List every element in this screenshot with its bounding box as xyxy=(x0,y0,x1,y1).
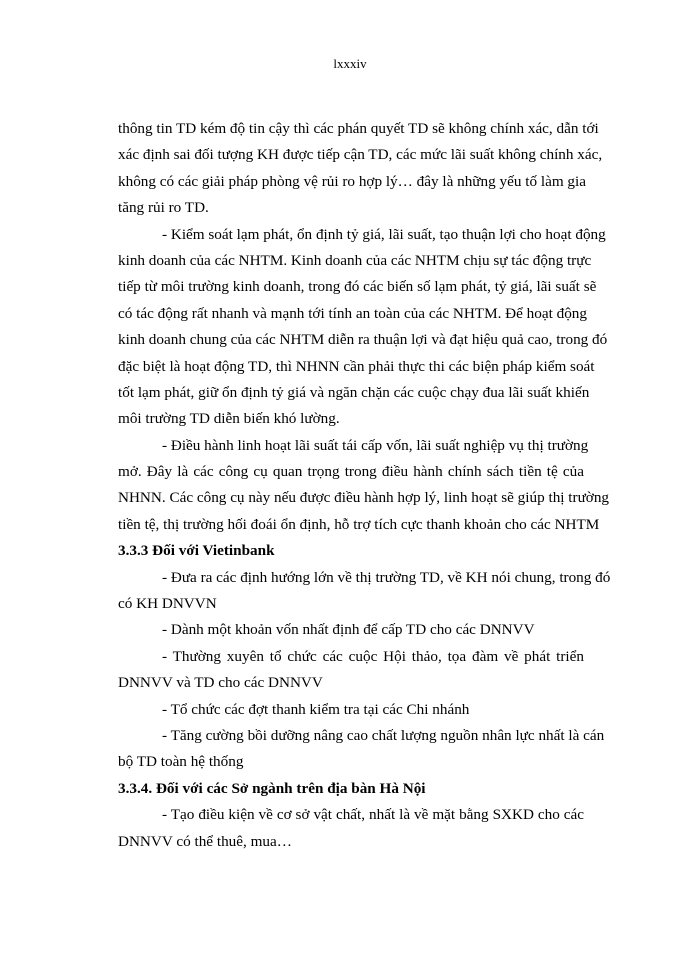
section-heading: 3.3.4. Đối với các Sở ngành trên địa bàn Hà Nội xyxy=(118,779,426,797)
text-line: DNNVV có thể thuê, mua… xyxy=(118,832,292,850)
section-heading: 3.3.3 Đối với Vietinbank xyxy=(118,542,275,560)
page-number: lxxxiv xyxy=(333,56,367,71)
text-line: NHNN. Các công cụ này nếu được điều hành hợp lý, linh hoạt sẽ giúp thị trường xyxy=(118,489,610,507)
text-line: xác định sai đối tượng KH được tiếp cận TD, các mức lãi suất không chính xác, xyxy=(118,146,603,164)
text-line: - Thường xuyên tổ chức các cuộc Hội thảo, tọa đàm về phát triển xyxy=(162,647,584,665)
text-line: - Dành một khoản vốn nhất định để cấp TD cho các DNNVV xyxy=(162,621,535,639)
text-line: tốt lạm phát, giữ ổn định tỷ giá và ngăn chặn các cuộc chạy đua lãi suất khiến xyxy=(118,383,590,401)
text-line: DNNVV và TD cho các DNNVV xyxy=(118,674,323,692)
text-line: có KH DNVVN xyxy=(118,595,217,613)
text-line: - Đưa ra các định hướng lớn về thị trường TD, về KH nói chung, trong đó xyxy=(162,568,611,586)
text-line: không có các giải pháp phòng vệ rủi ro hợp lý… đây là những yếu tố làm gia xyxy=(118,172,586,190)
text-line: bộ TD toàn hệ thống xyxy=(118,753,244,771)
text-line: tiền tệ, thị trường hối đoái ổn định, hỗ trợ tích cực thanh khoản cho các NHTM xyxy=(118,515,600,533)
text-line: kinh doanh chung của các NHTM diễn ra thuận lợi và đạt hiệu quả cao, trong đó xyxy=(118,331,608,349)
text-line: tiếp từ môi trường kinh doanh, trong đó các biến số lạm phát, tỷ giá, lãi suất sẽ xyxy=(118,278,597,296)
text-line: tăng rủi ro TD. xyxy=(118,199,209,217)
text-line: - Tổ chức các đợt thanh kiểm tra tại các Chi nhánh xyxy=(162,700,470,718)
text-line: mở. Đây là các công cụ quan trọng trong điều hành chính sách tiền tệ của xyxy=(118,463,584,481)
text-line: môi trường TD diễn biến khó lường. xyxy=(118,410,340,428)
text-line: - Tăng cường bồi dưỡng nâng cao chất lượng nguồn nhân lực nhất là cán xyxy=(162,726,605,744)
text-line: có tác động rất nhanh và mạnh tới tính an toàn của các NHTM. Để hoạt động xyxy=(118,304,587,322)
text-line: - Tạo điều kiện về cơ sở vật chất, nhất là về mặt bằng SXKD cho các xyxy=(162,806,584,824)
text-line: - Điều hành linh hoạt lãi suất tái cấp vốn, lãi suất nghiệp vụ thị trường xyxy=(162,436,589,454)
text-line: đặc biệt là hoạt động TD, thì NHNN cần phải thực thi các biện pháp kiểm soát xyxy=(118,357,595,375)
text-line: - Kiểm soát lạm phát, ổn định tỷ giá, lãi suất, tạo thuận lợi cho hoạt động xyxy=(162,225,606,243)
text-line: thông tin TD kém độ tin cậy thì các phán quyết TD sẽ không chính xác, dẫn tới xyxy=(118,120,599,137)
body-text xyxy=(118,116,611,855)
text-line: kinh doanh của các NHTM. Kinh doanh của các NHTM chịu sự tác động trực xyxy=(118,251,592,269)
